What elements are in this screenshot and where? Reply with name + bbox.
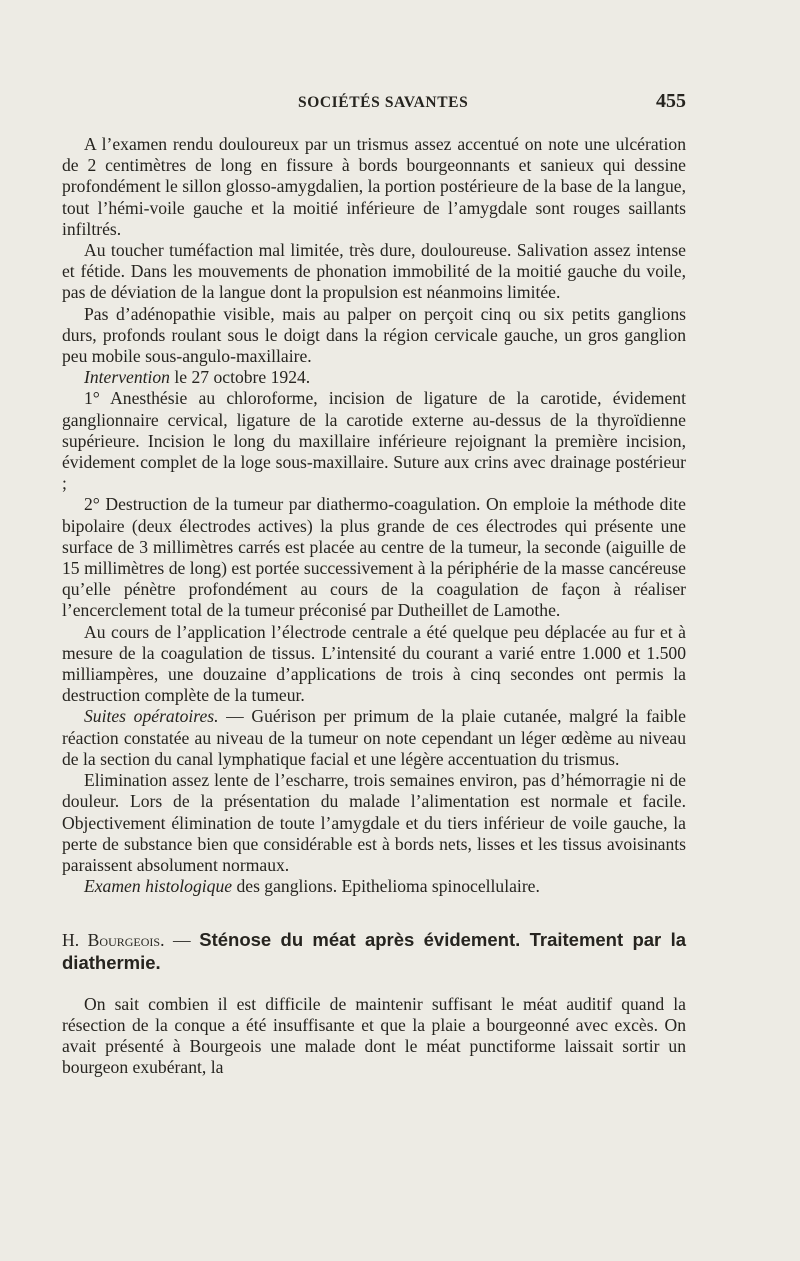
paragraph-meatus: On sait combien il est difficile de maintenir suffisant le méat auditif quand la résection de la conque a été insuffisante et que la plaie a bourgeonné avec excès. On avait présenté à Bourgeois une malade dont le méat punctiforme laissait sortir un bourgeon exubérant, la (62, 993, 686, 1078)
paragraph-diathermo-coagulation: 2° Destruction de la tumeur par diathermo-coagulation. On emploie la méthode dite bipolaire (deux électrodes actives) la plus grande de ces électrodes qui présente une surface de 3 millimètres carrés est placée au centre de la tumeur, la seconde (aiguille de 15 millimètres de long) est portée successivement à la périphérie de la masse cancéreuse qu’elle pénètre profondément au cours de la coagulation de façon à réaliser l’encerclement total de la tumeur préconisé par Dutheillet de Lamothe. (62, 494, 686, 621)
paragraph-examination: A l’examen rendu douloureux par un trismus assez accentué on note une ulcération de 2 centimètres de long en fissure à bords bourgeonnants et sanieux qui dessine profondément le sillon glosso-amygdalien, la portion postérieure de la base de la langue, tout l’hémi-voile gauche et la moitié inférieure de l’amygdale sont rouges saillants infiltrés. (62, 134, 686, 239)
paragraph-adenopathy: Pas d’adénopathie visible, mais au palper on perçoit cinq ou six petits ganglions durs, profonds roulant sous le doigt dans la région cervicale gauche, un gros ganglion peu mobile sous-angulo-maxillaire. (62, 303, 686, 367)
section-dash: — (164, 930, 200, 951)
paragraph-anesthesia: 1° Anesthésie au chloroforme, incision de ligature de la carotide, évidement ganglionnaire cervical, ligature de la carotide externe au-dessus de la thyroïdienne supérieure. Incision le long du maxillaire inférieure rejoignant la première incision, évidement complet de la loge sous-maxillaire. Suture aux crins avec drainage postérieur ; (62, 388, 686, 494)
paragraph-palpation: Au toucher tuméfaction mal limitée, très dure, douloureuse. Salivation assez intense et fétide. Dans les mouvements de phonation immobilité de la moitié gauche du voile, pas de déviation de la langue dont la propulsion est néanmoins limitée. (62, 240, 686, 303)
intervention-date: le 27 octobre 1924. (169, 367, 311, 388)
paragraph-histology (62, 876, 686, 897)
section-author: H. Bourgeois. (62, 930, 165, 951)
page-number: 455 (656, 90, 686, 112)
article-body (62, 134, 686, 1079)
section-title: Sténose du méat après évidement. Traitement par la diathermie. (62, 929, 686, 973)
paragraph-application: Au cours de l’application l’électrode centrale a été quelque peu déplacée au fur et à mesure de la coagulation de tissus. L’intensité du courant a varié entre 1.000 et 1.500 milliampères, une douzaine d’applications de trois à cinq secondes ont permis la destruction complète de la tumeur. (62, 621, 686, 706)
paragraph-intervention-date (62, 367, 686, 388)
postoperative-label: Suites opératoires. (84, 706, 219, 727)
paragraph-elimination: Elimination assez lente de l’escharre, trois semaines environ, pas d’hémorragie ni de douleur. Lors de la présentation du malade l’alimentation est normale et facile. Objectivement élimination de toute l’amygdale et du tiers inférieur de voile gauche, la perte de substance bien que considérable est à bords nets, lisses et les tissus avoisinants paraissent absolument normaux. (62, 770, 686, 875)
paragraph-postoperative (62, 706, 686, 770)
page-header (62, 90, 686, 114)
postoperative-text: — Guérison per primum de la plaie cutanée, malgré la faible réaction constatée au niveau de la tumeur on note cependant un léger œdème au niveau de la section du canal lymphatique facial et une légère accentuation du trismus. (62, 706, 686, 769)
histology-label: Examen histologique (84, 876, 233, 897)
running-title: SOCIÉTÉS SAVANTES (298, 94, 469, 111)
intervention-label: Intervention (84, 367, 170, 388)
histology-text: des ganglions. Epithelioma spinocellulaire. (232, 876, 540, 897)
section-heading (62, 929, 686, 973)
